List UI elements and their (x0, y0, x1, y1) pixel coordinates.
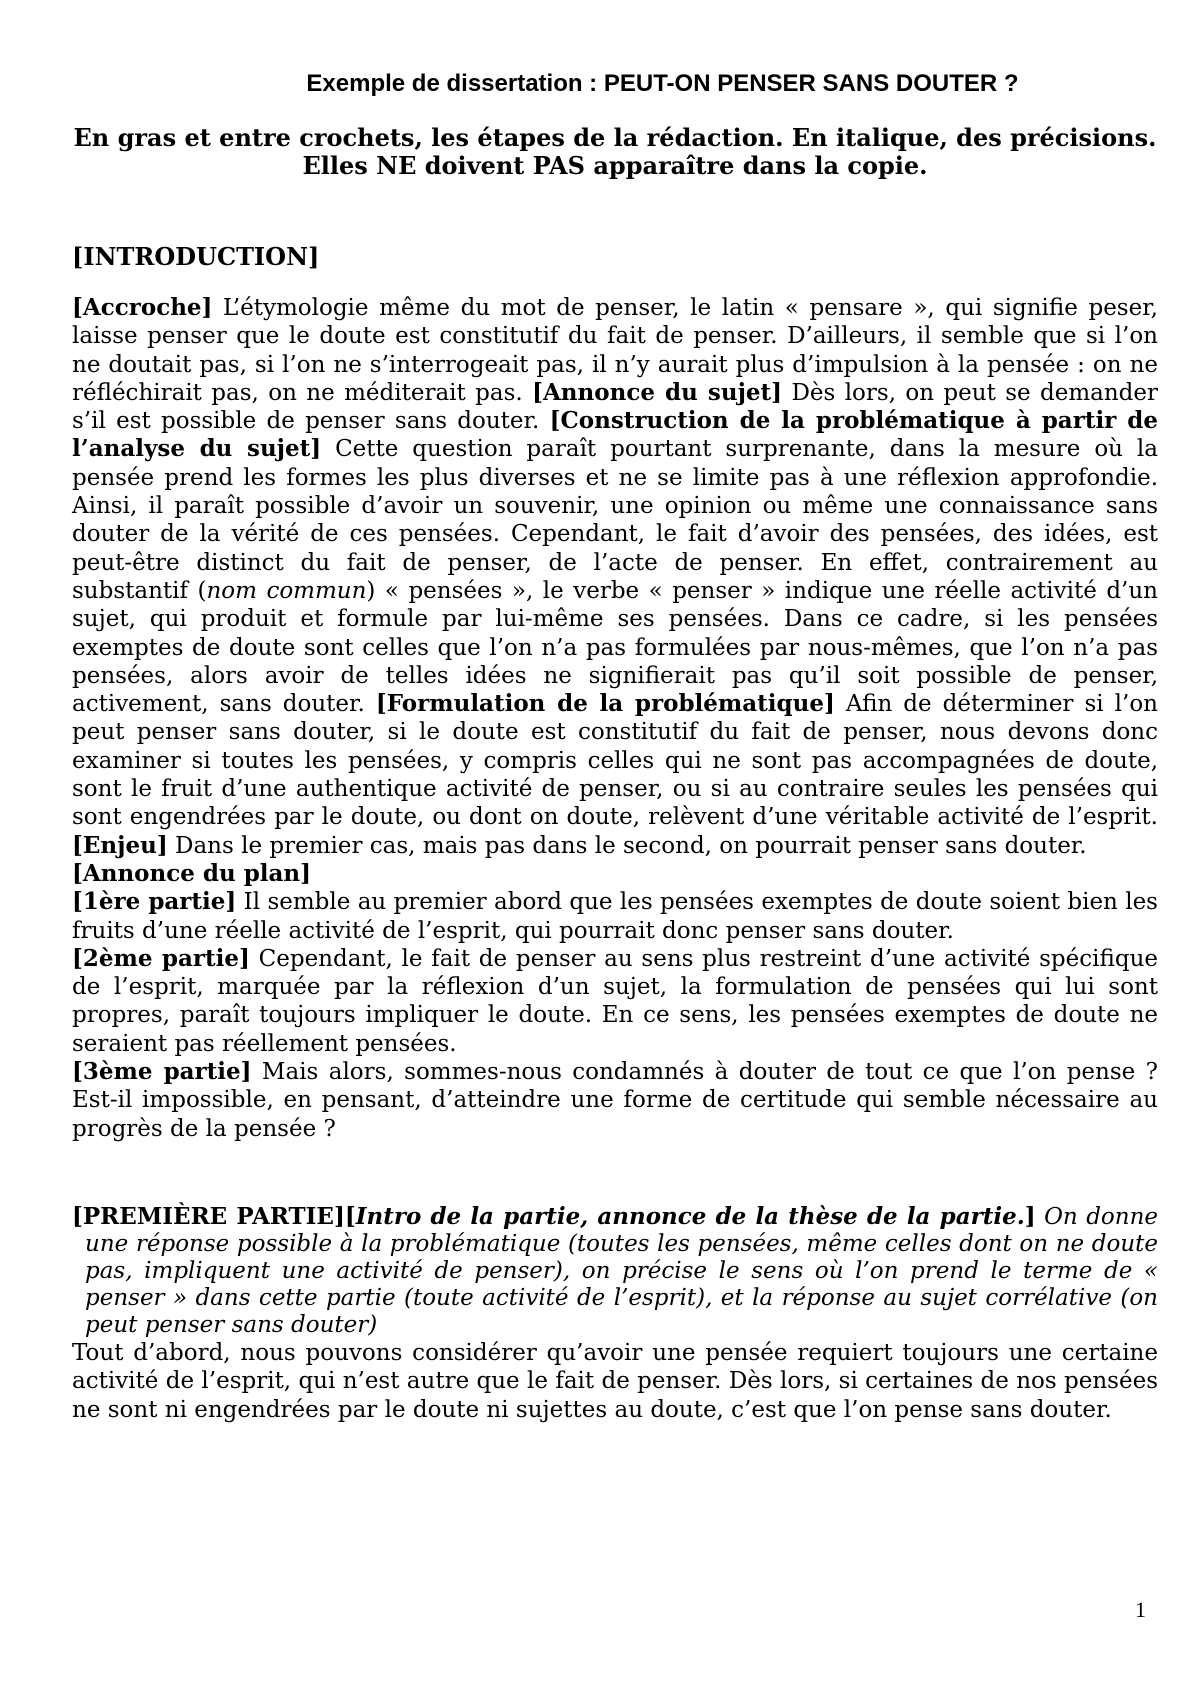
plan-part-2-label: [2ème partie] (72, 944, 250, 972)
introduction-heading: [INTRODUCTION] (72, 242, 320, 271)
construction-text-2: ) « pensées », le verbe « penser » indique une réelle activité d’un sujet, qui produit et formule par lui-même ses pensées. Dans ce cadre, si les pensées exemptes de doute sont celles que l’on n’a pas formulées par nous-mêmes, que l’on n’a pas pensées, alors avoir de telles idées ne signifierait pas qu’il soit possible de penser, activement, sans douter. (72, 577, 1158, 718)
annonce-sujet-label: [Annonce du sujet] (532, 378, 783, 406)
accroche-text: L’étymologie même du mot de penser, le latin « pensare », qui signifie peser, laisse penser que le doute est constitutif du fait de penser. D’ailleurs, il semble que si l’on ne doutait pas, si l’on ne s’interrogeait pas, il n’y aurait plus d’impulsion à la pensée : on ne réfléchirait pas, on ne méditerait pas. (72, 295, 1158, 406)
premiere-partie-label: [PREMIÈRE PARTIE] (72, 1202, 345, 1230)
construction-label: [Construction de la problématique à partir de l’analyse du sujet] (72, 407, 1158, 463)
plan-part-3-text: Mais alors, sommes-nous condamnés à douter de tout ce que l’on pense ? Est-il impossible, en pensant, d’atteindre une forme de certitude qui semble nécessaire au progrès de la pensée ? (72, 1059, 1158, 1142)
introduction-paragraph (72, 294, 1158, 860)
premiere-partie-bracket-open: [ (344, 1202, 356, 1230)
premiere-partie-intro-precision: On donne une réponse possible à la problématique (toutes les pensées, même celles dont on ne doute pas, impliquent une activité de penser), on précise le sens où l’on prend le terme de « penser » dans cette partie (toute activité de l’esprit), et la réponse au sujet corrélative (on peut penser sans douter) (85, 1203, 1158, 1338)
plan-part-2-text: Cependant, le fait de penser au sens plus restreint d’une activité spécifique de l’esprit, marquée par la réflexion d’un sujet, la formulation de pensées qui lui sont propres, paraît toujours impliquer le doute. En ce sens, les pensées exemptes de doute ne seraient pas réellement pensées. (72, 945, 1158, 1057)
instructions-line-2: Elles NE doivent PAS apparaître dans la copie. (302, 151, 928, 180)
plan-part-1-text: Il semble au premier abord que les pensées exemptes de doute soient bien les fruits d’une réelle activité de l’esprit, qui pourrait donc penser sans douter. (72, 889, 1158, 944)
document-title: Exemple de dissertation : PEUT-ON PENSER SANS DOUTER ? (306, 70, 1019, 97)
construction-italic: nom commun (206, 577, 367, 604)
plan-heading: [Annonce du plan] (72, 859, 312, 887)
plan-part-3-label: [3ème partie] (72, 1058, 252, 1086)
premiere-partie-body: Tout d’abord, nous pouvons considérer qu’avoir une pensée requiert toujours une certaine activité de l’esprit, qui n’est autre que le fait de penser. Dès lors, si certaines de nos pensées ne sont ni engendrées par le doute ni sujettes au doute, c’est que l’on pense sans douter. (72, 1339, 1158, 1423)
enjeu-text: Dans le premier cas, mais pas dans le second, on pourrait penser sans douter. (167, 832, 1087, 859)
premiere-partie-block (72, 1203, 1158, 1424)
instructions-line-1: En gras et entre crochets, les étapes de la rédaction. En italique, des précisions. (73, 123, 1157, 152)
formulation-label: [Formulation de la problématique] (375, 690, 835, 718)
formulation-text: Afin de déterminer si l’on peut penser sans douter, si le doute est constitutif du fait de penser, nous devons donc examiner si toutes les pensées, y compris celles qui ne sont pas accompagnées de doute, sont le fruit d’une authentique activité de penser, ou si au contraire seules les pensées qui sont engendrées par le doute, ou dont on doute, relèvent d’une véritable activité de l’esprit. (72, 691, 1158, 831)
plan-part-1 (72, 888, 1158, 945)
plan-part-3 (72, 1058, 1158, 1143)
annonce-sujet-text: Dès lors, on peut se demander s’il est possible de penser sans douter. (72, 379, 1159, 435)
plan-part-1-label: [1ère partie] (72, 888, 237, 916)
construction-text-1: Cette question paraît pourtant surprenante, dans la mesure où la pensée prend les formes les plus diverses et ne se limite pas à une réflexion approfondie. Ainsi, il paraît possible d’avoir un souvenir, une opinion ou même une connaissance sans douter de la vérité de ces pensées. Cependant, le fait d’avoir des pensées, des idées, est peut-être distinct du fait de penser, de l’acte de penser. En effet, contrairement au substantif ( (72, 436, 1158, 604)
instructions-block (72, 124, 1158, 180)
document-page (72, 68, 1158, 1424)
premiere-partie-bracket-close: ] (1024, 1202, 1036, 1230)
premiere-partie-intro-title: Intro de la partie, annonce de la thèse de la partie. (355, 1202, 1025, 1230)
page-number: 1 (1135, 1597, 1146, 1622)
accroche-label: [Accroche] (72, 294, 213, 321)
enjeu-label: [Enjeu] (72, 831, 168, 859)
premiere-partie-intro (72, 1203, 1158, 1339)
plan-part-2 (72, 945, 1158, 1058)
